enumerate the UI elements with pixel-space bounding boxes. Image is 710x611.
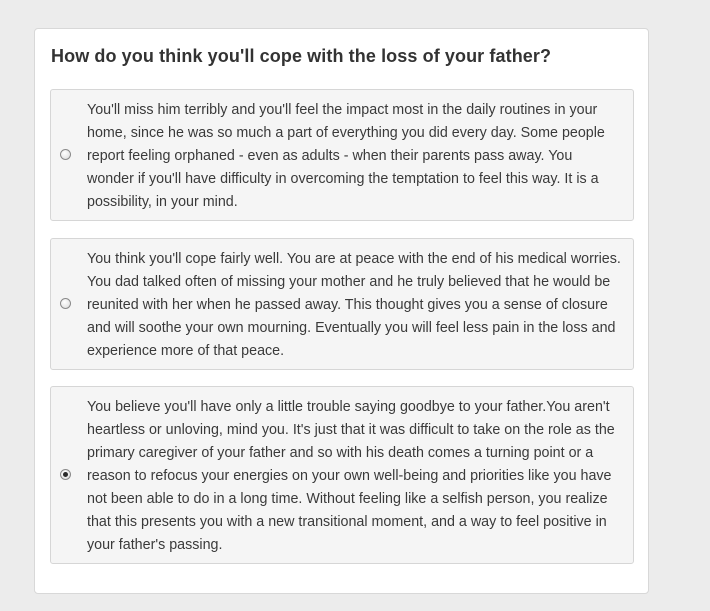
answer-text-1: You'll miss him terribly and you'll feel the impact most in the daily routines in your home, since he was so much a part of everything you did every day. Some people report feeling orphaned - even as adults - when their parents pass away. You wonder if you'll have difficulty in overcoming the temptation to feel this way. It is a possibility, in your mind. <box>87 102 605 210</box>
question-title: How do you think you'll cope with the loss of your father? <box>51 46 552 66</box>
answer-option-1[interactable] <box>50 89 634 221</box>
answer-radio-3[interactable] <box>60 469 71 480</box>
answer-radio-2[interactable] <box>60 298 71 309</box>
answer-option-3[interactable] <box>50 386 634 564</box>
answer-radio-1[interactable] <box>60 149 71 160</box>
answer-option-2[interactable] <box>50 238 634 370</box>
answer-text-3: You believe you'll have only a little trouble saying goodbye to your father.You aren't heartless or unloving, mind you. It's just that it was difficult to take on the role as the primary caregiver of your father and so with his death comes a turning point or a reason to refocus your energies on your own well-being and priorities like you have not been able to do in a long time. Without feeling like a selfish person, you realize that this presents you with a new transitional moment, and a way to feel positive in your father's passing. <box>87 399 615 553</box>
question-card <box>34 28 649 594</box>
answer-text-2: You think you'll cope fairly well. You are at peace with the end of his medical worries. You dad talked often of missing your mother and he truly believed that he would be reunited with her when he passed away. This thought gives you a sense of closure and will soothe your own mourning. Eventually you will feel less pain in the loss and experience more of that peace. <box>87 251 621 359</box>
